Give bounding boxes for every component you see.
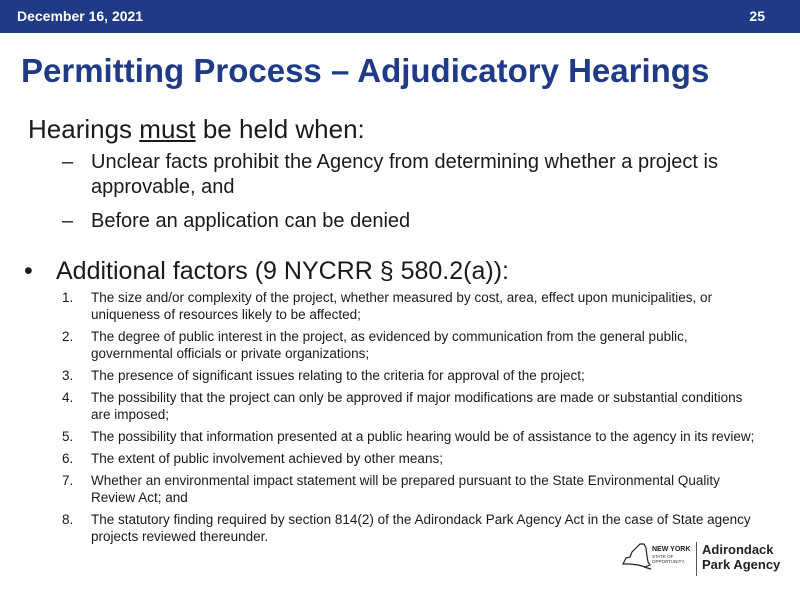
factor-number: 7. (62, 473, 74, 488)
condition-item (62, 150, 762, 200)
new-york-state-outline-icon (620, 542, 652, 572)
factor-item (62, 389, 762, 423)
condition-text: Unclear facts prohibit the Agency from determining whether a project is approvable, and (91, 151, 718, 198)
factor-item (62, 367, 762, 384)
factor-text: Whether an environmental impact statement will be prepared pursuant to the State Environmental Quality Review Act; and (91, 473, 720, 505)
factor-number: 1. (62, 290, 74, 305)
factor-text: The presence of significant issues relating to the criteria for approval of the project; (91, 368, 585, 383)
intro-text-before: Hearings (28, 114, 140, 144)
slide-header-bar (0, 0, 800, 33)
logo-divider (696, 542, 697, 576)
dash-marker: – (62, 210, 74, 232)
agency-name (702, 542, 780, 572)
additional-factors-text: Additional factors (9 NYCRR § 580.2(a)): (56, 257, 509, 285)
factor-number: 5. (62, 429, 74, 444)
slide-page-number: 25 (749, 8, 765, 24)
factor-item (62, 428, 762, 445)
factor-number: 4. (62, 390, 74, 405)
factor-item (62, 450, 762, 467)
state-tagline (652, 554, 685, 564)
intro-emphasis: must (139, 114, 196, 144)
factor-item (62, 472, 762, 506)
additional-factors-heading (24, 257, 509, 286)
factor-text: The degree of public interest in the project, as evidenced by communication from the general public, governmental officials or private organizations; (91, 329, 688, 361)
bullet-marker: • (24, 257, 33, 285)
factor-number: 3. (62, 368, 74, 383)
factor-number: 8. (62, 512, 74, 527)
factor-text: The extent of public involvement achieved by other means; (91, 451, 443, 466)
factors-list (62, 289, 762, 550)
factor-text: The possibility that information presented at a public hearing would be of assistance to the agency in its review; (91, 429, 755, 444)
factor-text: The size and/or complexity of the project, whether measured by cost, area, effect upon municipalities, or uniqueness of resources likely to be affected; (91, 290, 713, 322)
factor-item (62, 289, 762, 323)
intro-text-after: be held when: (195, 114, 365, 144)
hearing-conditions-list (62, 150, 762, 243)
condition-item (62, 209, 762, 234)
slide-date: December 16, 2021 (17, 8, 144, 24)
condition-text: Before an application can be denied (91, 210, 411, 232)
agency-logo (620, 538, 785, 586)
state-tagline-line: STATE OF (652, 554, 674, 559)
agency-name-line: Park Agency (702, 557, 781, 572)
state-tagline-line: OPPORTUNITY. (652, 559, 686, 564)
agency-name-line: Adirondack (702, 542, 774, 557)
factor-number: 6. (62, 451, 74, 466)
factor-number: 2. (62, 329, 74, 344)
dash-marker: – (62, 151, 74, 173)
factor-text: The possibility that the project can only be approved if major modifications are made or substantial conditions are imposed; (91, 390, 743, 422)
factor-text: The statutory finding required by section 814(2) of the Adirondack Park Agency Act in the case of State agency projects reviewed thereunder. (91, 512, 751, 544)
factor-item (62, 328, 762, 362)
slide-title: Permitting Process – Adjudicatory Hearings (21, 52, 710, 89)
state-name: NEW YORK (652, 546, 691, 553)
intro-line (28, 114, 365, 145)
